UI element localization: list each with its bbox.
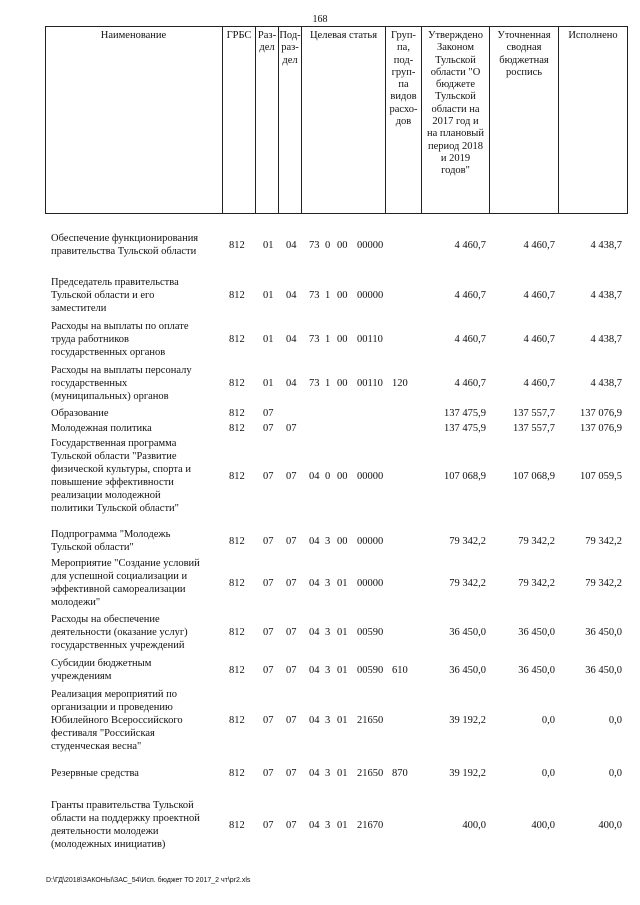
- cell-amt2: 79 342,2: [518, 578, 555, 589]
- cell-d: 00110: [357, 378, 383, 389]
- cell-amt1: 4 460,7: [454, 334, 486, 345]
- cell-amt3: 79 342,2: [585, 536, 622, 547]
- cell-c: 01: [337, 665, 348, 676]
- cell-r: 07: [263, 715, 274, 726]
- header-refined: Уточненная сводная бюджетная роспись: [490, 26, 559, 214]
- header-executed: Исполнено: [559, 26, 628, 214]
- cell-grbs: 812: [229, 290, 245, 301]
- cell-c: 01: [337, 578, 348, 589]
- cell-r: 07: [263, 768, 274, 779]
- cell-r: 07: [263, 665, 274, 676]
- file-path-footer: D:\ГД\2018\ЗАКОНЫ\ЗАС_54\Исп. бюджет ТО 2017_2 чт\pr2.xls: [46, 877, 251, 884]
- cell-amt1: 400,0: [462, 820, 486, 831]
- cell-pr: 07: [286, 536, 297, 547]
- cell-a: 73: [309, 378, 320, 389]
- cell-pr: 07: [286, 423, 297, 434]
- cell-amt3: 0,0: [608, 715, 622, 726]
- cell-amt1: 4 460,7: [454, 378, 486, 389]
- cell-grbs: 812: [229, 471, 245, 482]
- cell-d: 00000: [357, 240, 384, 251]
- cell-amt1: 36 450,0: [449, 665, 486, 676]
- row-name: Расходы на обеспечение деятельности (оказание услуг) государственных учреждений: [51, 614, 188, 651]
- cell-b: 3: [325, 536, 331, 547]
- cell-amt2: 107 068,9: [513, 471, 555, 482]
- cell-pr: 07: [286, 471, 297, 482]
- cell-b: 1: [325, 378, 331, 389]
- cell-d: 00000: [357, 471, 384, 482]
- cell-amt2: 137 557,7: [513, 423, 555, 434]
- cell-grbs: 812: [229, 820, 245, 831]
- page-number: 168: [312, 14, 328, 25]
- row-name: Расходы на выплаты по оплате труда работников государственных органов: [51, 321, 189, 358]
- row-name: Мероприятие "Создание условий для успешной социализации и эффективной самореализации молодежи": [51, 558, 200, 608]
- cell-pr: 04: [286, 378, 297, 389]
- cell-r: 07: [263, 627, 274, 638]
- cell-grbs: 812: [229, 408, 245, 419]
- cell-c: 01: [337, 627, 348, 638]
- cell-amt3: 4 438,7: [590, 240, 622, 251]
- row-name: Подпрограмма "Молодежь Тульской области": [51, 529, 171, 553]
- cell-amt1: 39 192,2: [449, 768, 486, 779]
- cell-b: 3: [325, 768, 331, 779]
- cell-amt3: 137 076,9: [580, 408, 622, 419]
- cell-amt1: 4 460,7: [454, 290, 486, 301]
- cell-amt3: 400,0: [598, 820, 622, 831]
- cell-pr: 04: [286, 334, 297, 345]
- cell-c: 01: [337, 820, 348, 831]
- cell-r: 07: [263, 820, 274, 831]
- cell-c: 00: [337, 471, 348, 482]
- cell-r: 07: [263, 536, 274, 547]
- cell-grbs: 812: [229, 768, 245, 779]
- cell-a: 04: [309, 578, 320, 589]
- cell-amt3: 137 076,9: [580, 423, 622, 434]
- row-name: Обеспечение функционирования правительства Тульской области: [51, 233, 199, 257]
- cell-amt1: 4 460,7: [454, 240, 486, 251]
- row-name: Государственная программа Тульской области "Развитие физической культуры, спорта и повышение эффективности реализации молодежной политики Тульской области": [51, 438, 192, 514]
- cell-amt3: 107 059,5: [580, 471, 622, 482]
- row-name: Гранты правительства Тульской области на поддержку проектной деятельности молодежи (молодежных инициатив): [51, 800, 200, 850]
- cell-a: 04: [309, 627, 320, 638]
- cell-grbs: 812: [229, 423, 245, 434]
- cell-b: 1: [325, 290, 331, 301]
- header-vid: Груп- па, под- груп- па видов расхо- дов: [386, 26, 422, 214]
- cell-pr: 07: [286, 578, 297, 589]
- cell-b: 3: [325, 820, 331, 831]
- row-name: Реализация мероприятий по организации и проведению Юбилейного Всероссийского фестиваля "Российская студенческая весна": [51, 689, 183, 752]
- cell-c: 00: [337, 536, 348, 547]
- cell-r: 07: [263, 423, 274, 434]
- cell-grbs: 812: [229, 536, 245, 547]
- cell-r: 01: [263, 378, 274, 389]
- cell-r: 07: [263, 408, 274, 419]
- cell-c: 00: [337, 240, 348, 251]
- cell-b: 3: [325, 665, 331, 676]
- cell-b: 0: [325, 471, 331, 482]
- cell-pr: 07: [286, 665, 297, 676]
- cell-r: 01: [263, 334, 274, 345]
- cell-amt3: 4 438,7: [590, 378, 622, 389]
- cell-amt2: 4 460,7: [523, 240, 555, 251]
- header-podrazdel: Под- раз- дел: [279, 26, 302, 214]
- cell-amt2: 400,0: [531, 820, 555, 831]
- table-header: [45, 26, 628, 214]
- cell-pr: 07: [286, 627, 297, 638]
- cell-grbs: 812: [229, 665, 245, 676]
- cell-vr: 120: [392, 378, 408, 389]
- cell-d: 21650: [357, 768, 384, 779]
- cell-amt1: 79 342,2: [449, 578, 486, 589]
- cell-amt2: 4 460,7: [523, 290, 555, 301]
- header-razdel: Раз- дел: [256, 26, 279, 214]
- cell-amt2: 0,0: [541, 715, 555, 726]
- cell-c: 00: [337, 378, 348, 389]
- cell-d: 00590: [357, 665, 384, 676]
- cell-grbs: 812: [229, 378, 245, 389]
- header-grbs: ГРБС: [223, 26, 256, 214]
- cell-amt3: 36 450,0: [585, 627, 622, 638]
- cell-amt1: 39 192,2: [449, 715, 486, 726]
- header-name: Наименование: [45, 26, 223, 214]
- cell-d: 21670: [357, 820, 384, 831]
- row-name: Резервные средства: [51, 768, 139, 779]
- row-name: Образование: [51, 408, 109, 419]
- cell-a: 73: [309, 334, 320, 345]
- cell-grbs: 812: [229, 715, 245, 726]
- cell-b: 3: [325, 578, 331, 589]
- cell-amt1: 36 450,0: [449, 627, 486, 638]
- cell-amt3: 36 450,0: [585, 665, 622, 676]
- cell-amt1: 79 342,2: [449, 536, 486, 547]
- cell-grbs: 812: [229, 334, 245, 345]
- cell-a: 04: [309, 768, 320, 779]
- cell-amt1: 137 475,9: [444, 408, 486, 419]
- cell-amt1: 137 475,9: [444, 423, 486, 434]
- cell-grbs: 812: [229, 240, 245, 251]
- cell-amt2: 79 342,2: [518, 536, 555, 547]
- row-name: Председатель правительства Тульской области и его заместители: [51, 277, 179, 314]
- cell-grbs: 812: [229, 627, 245, 638]
- cell-d: 00590: [357, 627, 384, 638]
- cell-a: 73: [309, 290, 320, 301]
- cell-r: 01: [263, 240, 274, 251]
- cell-d: 00000: [357, 290, 384, 301]
- cell-b: 1: [325, 334, 331, 345]
- cell-r: 07: [263, 578, 274, 589]
- row-name: Субсидии бюджетным учреждениям: [51, 658, 152, 682]
- cell-pr: 04: [286, 290, 297, 301]
- cell-amt2: 4 460,7: [523, 334, 555, 345]
- cell-amt3: 79 342,2: [585, 578, 622, 589]
- cell-amt3: 0,0: [608, 768, 622, 779]
- cell-amt3: 4 438,7: [590, 290, 622, 301]
- cell-a: 04: [309, 715, 320, 726]
- row-name: Молодежная политика: [51, 423, 152, 434]
- cell-grbs: 812: [229, 578, 245, 589]
- cell-amt2: 36 450,0: [518, 627, 555, 638]
- row-name: Расходы на выплаты персоналу государственных (муниципальных) органов: [51, 365, 192, 402]
- cell-vr: 610: [392, 665, 408, 676]
- cell-d: 00110: [357, 334, 383, 345]
- cell-amt2: 4 460,7: [523, 378, 555, 389]
- cell-amt2: 0,0: [541, 768, 555, 779]
- cell-amt1: 107 068,9: [444, 471, 486, 482]
- cell-d: 00000: [357, 536, 384, 547]
- cell-amt2: 36 450,0: [518, 665, 555, 676]
- cell-amt2: 137 557,7: [513, 408, 555, 419]
- cell-a: 04: [309, 665, 320, 676]
- cell-d: 00000: [357, 578, 384, 589]
- cell-pr: 07: [286, 768, 297, 779]
- cell-c: 00: [337, 334, 348, 345]
- cell-b: 3: [325, 715, 331, 726]
- cell-pr: 04: [286, 240, 297, 251]
- cell-a: 04: [309, 820, 320, 831]
- cell-pr: 07: [286, 820, 297, 831]
- cell-a: 04: [309, 471, 320, 482]
- cell-b: 0: [325, 240, 331, 251]
- cell-pr: 07: [286, 715, 297, 726]
- cell-d: 21650: [357, 715, 384, 726]
- cell-c: 00: [337, 290, 348, 301]
- header-target: Целевая статья: [302, 26, 386, 214]
- cell-amt3: 4 438,7: [590, 334, 622, 345]
- cell-a: 04: [309, 536, 320, 547]
- cell-r: 01: [263, 290, 274, 301]
- cell-c: 01: [337, 715, 348, 726]
- cell-a: 73: [309, 240, 320, 251]
- cell-r: 07: [263, 471, 274, 482]
- cell-vr: 870: [392, 768, 408, 779]
- header-approved: Утверждено Законом Тульской области "О бюджете Тульской области на 2017 год и на плановый период 2018 и 2019 годов": [422, 26, 490, 214]
- cell-b: 3: [325, 627, 331, 638]
- cell-c: 01: [337, 768, 348, 779]
